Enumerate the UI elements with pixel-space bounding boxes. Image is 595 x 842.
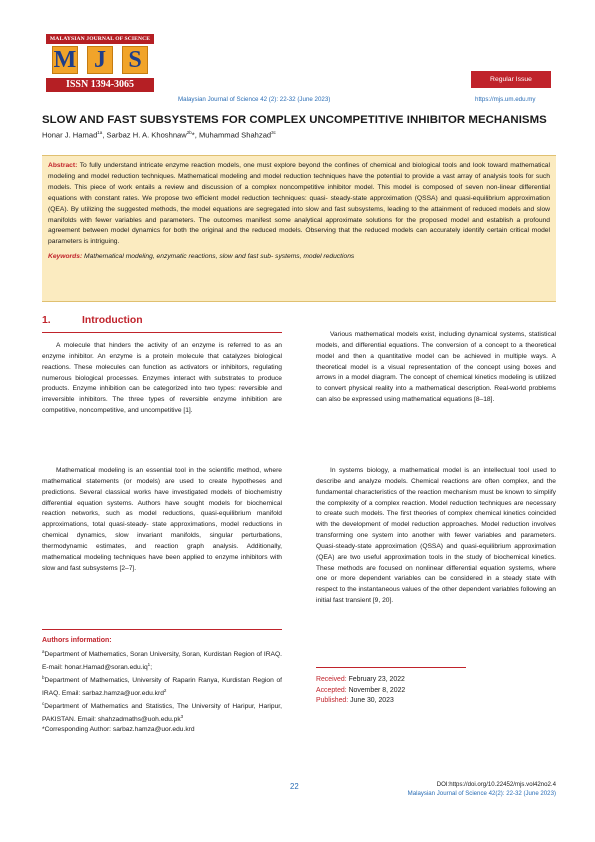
date-accepted: [316, 686, 466, 697]
aff-end-sup: 1: [147, 661, 151, 667]
article-dates: [316, 667, 466, 707]
authors-information: [42, 629, 282, 735]
keywords-line: [48, 253, 550, 260]
abstract-label: Abstract:: [48, 162, 78, 169]
logo-letter-s: S: [122, 46, 148, 74]
logo-letters: [46, 44, 154, 76]
aff-end: ;: [150, 664, 153, 672]
date-value: November 8, 2022: [346, 686, 406, 694]
affiliation-b: [42, 673, 282, 699]
date-value: June 30, 2023: [348, 697, 394, 704]
author-name: Honar J. Hamad: [42, 130, 98, 140]
date-label: Received:: [316, 676, 347, 683]
logo-letter-m: M: [53, 47, 77, 73]
abstract-paragraph: [48, 161, 550, 248]
date-received: [316, 675, 466, 686]
aff-text: Department of Mathematics and Statistics, The University of Haripur, Haripur, PAKISTAN. Email: shahzadmaths@uoh.edu.pk: [42, 703, 282, 724]
author-sup: 1a: [97, 130, 103, 135]
body-paragraph: A molecule that hinders the activity of an enzyme is referred to as an enzyme inhibitor. An enzyme is a protein molecule that catalyzes biological reactions. These molecules can function as activators or inhibitors, regulating numerous biological processes. Enzymes interact with substrates to produce products. Enzyme inhibition can be categorized into two types: reversible and irreversible inhibitors. The three types of reversible enzyme inhibition are competitive, noncompetitive, and uncompetitive [1].: [42, 342, 282, 415]
affiliation-c: [42, 699, 282, 725]
aff-sup: c: [42, 700, 45, 706]
body-paragraph: In systems biology, a mathematical model is an intellectual tool used to describe and analyze models. Chemical reactions are often complex, and the fundamental characteristics of the reaction mechanism must be known to simplify the complexity of a complex reaction. Model reduction techniques are necessary to create such models. The first theories of complex chemical kinetics coincided with the development of model reduction approaches. Model reduction involves transforming one system into another with fewer variables and parameters. Quasi-steady-state approximation (QSSA) and quasi-equilibrium approximation (QEA) are two useful approximation tools in the study of biochemical kinetics. These methods are focused on nonlinear differential equation systems, where one or more dependent variables can be considered in a steady state with respect to the instantaneous values of the other dependent variables following an initial fast transient [9, 20].: [316, 467, 556, 605]
page-number: 22: [290, 782, 299, 791]
aff-end-sup: 3: [180, 713, 184, 719]
left-column-paragraph-1: [42, 341, 282, 417]
footer-journal-citation: Malaysian Journal of Science 42(2): 22-32 (June 2023): [407, 790, 556, 797]
corresponding-author: *Corresponding Author: sarbaz.hamza@uor.edu.krd: [42, 725, 195, 733]
aff-sup: a: [42, 648, 45, 654]
aff-end-sup: 2: [163, 687, 167, 693]
author-name: Muhammad Shahzad: [198, 130, 272, 140]
journal-citation-header: Malaysian Journal of Science 42 (2): 22-32 (June 2023): [178, 96, 331, 103]
affiliation-a: [42, 647, 282, 673]
section-title: Introduction: [82, 315, 143, 326]
left-column-paragraph-2: [42, 466, 282, 574]
author-list: [42, 130, 562, 140]
date-value: February 23, 2022: [346, 676, 405, 683]
aff-text: Department of Mathematics, University of Raparin Ranya, Kurdistan Region of IRAQ. Email: sarbaz.hamza@uor.edu.krd: [42, 677, 282, 698]
section-heading-introduction: [42, 315, 282, 333]
date-published: [316, 696, 466, 707]
aff-sup: b: [42, 674, 45, 680]
author-sep: *,: [191, 130, 199, 140]
section-number: 1.: [42, 315, 51, 326]
date-label: Accepted:: [316, 686, 347, 694]
doi-link[interactable]: DOI:https://doi.org/10.22452/mjs.vol42no2.4: [436, 781, 556, 788]
journal-url-link[interactable]: https://mjs.um.edu.my: [475, 96, 536, 103]
keywords-label: Keywords:: [48, 253, 83, 261]
right-column-paragraph-2: [316, 466, 556, 607]
issue-type-badge: Regular Issue: [471, 71, 551, 88]
author-sep: ,: [102, 130, 107, 140]
date-label: Published:: [316, 697, 349, 704]
logo-journal-name: MALAYSIAN JOURNAL OF SCIENCE: [46, 34, 154, 44]
paper-title: SLOW AND FAST SUBSYSTEMS FOR COMPLEX UNCOMPETITIVE INHIBITOR MECHANISMS: [42, 114, 547, 126]
abstract-box: [42, 155, 556, 302]
aff-text: Department of Mathematics, Soran University, Soran, Kurdistan Region of IRAQ. E-mail: honar.Hamad@soran.edu.iq: [42, 651, 282, 672]
right-column-paragraph-1: [316, 330, 556, 406]
authors-info-title: Authors information:: [42, 637, 112, 644]
body-paragraph: Mathematical modeling is an essential tool in the scientific method, where mathematical statements (or models) are used to create hypotheses and predictions. Several classical works have investigated models of biochemistry differential equation systems. Authors have sought models for biochemical reaction networks, such as model reductions, quasi-equilibrium manifold approximations, total quasi-steady- state approximations, model reductions in chemical dynamics, slow invariant manifolds, singular perturbations, thermodynamic estimates, and reaction graph analysis. Additionally, mathematical modeling techniques have been applied to enzyme inhibitors with slow and fast subsystems [2–7].: [42, 467, 282, 572]
author-name: Sarbaz H. A. Khoshnaw: [106, 130, 187, 140]
author-sup: 3c: [271, 130, 276, 135]
keywords-text: Mathematical modeling, enzymatic reactions, slow and fast sub- systems, model reductions: [82, 253, 355, 261]
body-paragraph: Various mathematical models exist, including dynamical systems, statistical models, and differential equations. The conversion of a concept to a theoretical model and then a quantitative model can be achieved in multiple ways. A theoretical model is a visual representation of the concept using boxes and arrows in a model diagram. The concept of chemical kinetics modeling is utilized to convert physical reality into a mathematical description. Real-world problems can also be expressed using mathematical equations [8–18].: [316, 331, 556, 404]
journal-logo: [46, 34, 154, 94]
logo-issn: ISSN 1394-3065: [46, 78, 154, 92]
author-sup: 2b: [186, 130, 192, 135]
logo-letter-j: J: [87, 46, 113, 74]
abstract-text: To fully understand intricate enzyme reaction models, one must explore beyond the confines of chemical and biological tools and look toward mathematical modeling and model reduction techniques. Mathematical modeling and model reduction techniques have the potential to provide a vast array of analysis tools for such models. This piece of work entails a review and discussion of a complex noncompetitive inhibitor model. This model is composed of seven non-linear differential equations with constant rates. We propose two efficient model reduction techniques: quasi- steady-state approximation (QSSA) and quasi-equilibrium approximation (QEA). By utilizing the suggested methods, the model equations are segregated into slow and fast subsystems, leading to the attainment of reduced models and slow manifolds with fewer variables and parameters. The outcomes manifest some analytical approximate solutions for the proposed model and establish a profound agreement between model dynamics for both the original and the reduced models. Observing that the reduced models can accurately identify certain critical model parameters is intriguing.: [48, 162, 550, 246]
